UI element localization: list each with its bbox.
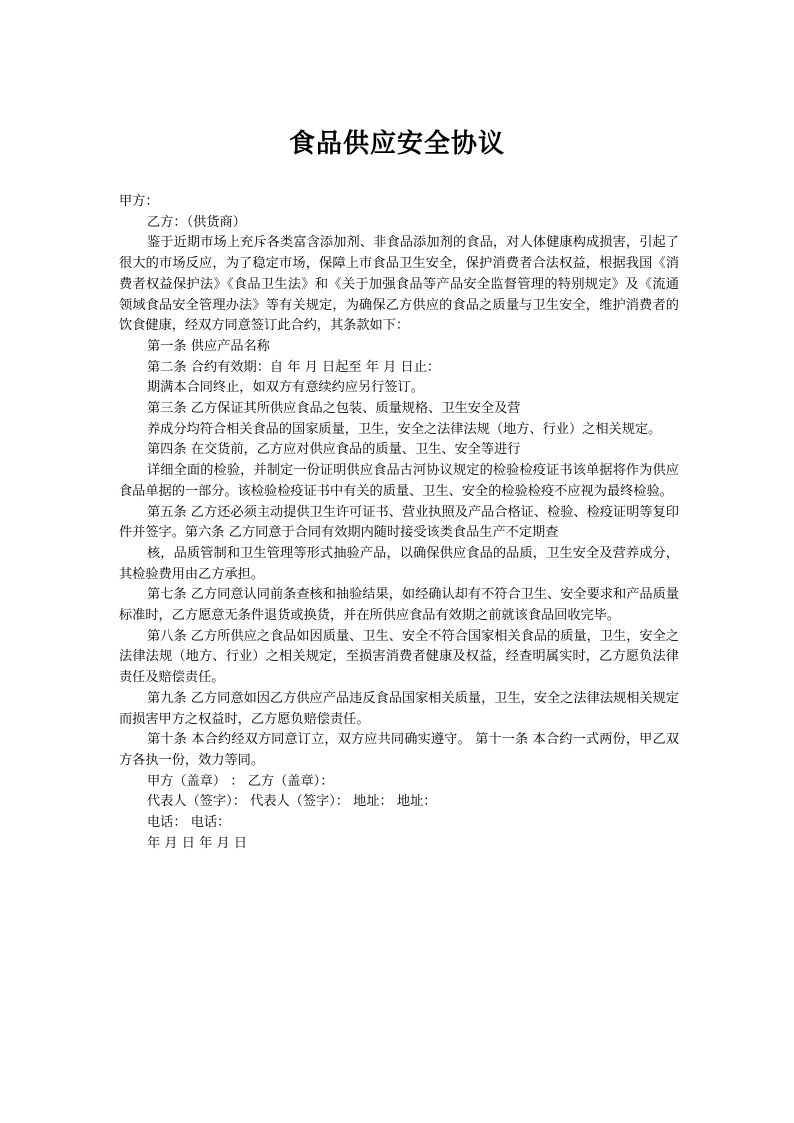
document-paragraph: 第九条 乙方同意如因乙方供应产品违反食品国家相关质量，卫生，安全之法律法规相关规定而损害甲方之权益时，乙方愿负赔偿责任。 bbox=[119, 690, 679, 727]
document-paragraph: 第八条 乙方所供应之食品如因质量、卫生、安全不符合国家相关食品的质量，卫生，安全之法律法规（地方、行业）之相关规定，至损害消费者健康及权益，经查明属实时，乙方愿负法律责任及赔偿责任。 bbox=[119, 628, 679, 686]
document-body bbox=[119, 192, 679, 855]
document-paragraph: 鉴于近期市场上充斥各类富含添加剂、非食品添加剂的食品，对人体健康构成损害，引起了很大的市场反应，为了稳定市场，保障上市食品卫生安全，保护消费者合法权益，根据我国《消费者权益保护法》《食品卫生法》和《关于加强食品等产品安全监督管理的特别规定》及《流通领域食品安全管理办法》等有关规定，为确保乙方供应的食品之质量与卫生安全，维护消费者的饮食健康，经双方同意签订此合约，其条款如下： bbox=[119, 235, 679, 334]
document-paragraph: 年 月 日 年 月 日 bbox=[147, 835, 248, 851]
document-paragraph: 第十条 本合约经双方同意订立，双方应共同确实遵守。 第十一条 本合约一式两份，甲乙双方各执一份，效力等同。 bbox=[119, 732, 679, 768]
document-paragraph: 电话： 电话： bbox=[147, 815, 231, 831]
document-paragraph: 第二条 合约有效期：自 年 月 日起至 年 月 日止： bbox=[147, 359, 441, 375]
document-paragraph: 乙方：（供货商） bbox=[147, 214, 246, 230]
document-paragraph: 第一条 供应产品名称 bbox=[147, 338, 270, 354]
document-paragraph: 核，品质管制和卫生管理等形式抽验产品，以确保供应食品的品质，卫生安全及营养成分，其检验费用由乙方承担。 bbox=[119, 545, 679, 582]
document-paragraph: 第七条 乙方同意认同前条查核和抽验结果，如经确认却有不符合卫生、安全要求和产品质量标准时，乙方愿意无条件退货或换货，并在所供应食品有效期之前就该食品回收完毕。 bbox=[119, 587, 679, 624]
document-paragraph: 详细全面的检验，并制定一份证明供应食品古河协议规定的检验检疫证书该单据将作为供应食品单据的一部分。该检验检疫证书中有关的质量、卫生、安全的检验检疫不应视为最终检验。 bbox=[119, 463, 679, 499]
document-title: 食品供应安全协议 bbox=[288, 129, 505, 159]
document-paragraph: 第五条 乙方还必须主动提供卫生许可证书、营业执照及产品合格证、检验、检疫证明等复印件并签字。第六条 乙方同意于合同有效期内随时接受该类食品生产不定期查 bbox=[119, 504, 679, 541]
document-paragraph: 第三条 乙方保证其所供应食品之包装、质量规格、卫生安全及营 bbox=[147, 401, 521, 417]
document-paragraph: 甲方（盖章） ： 乙方（盖章）： bbox=[147, 773, 334, 789]
document-paragraph: 期满本合同终止，如双方有意续约应另行签订。 bbox=[147, 380, 424, 396]
document-paragraph: 甲方： bbox=[119, 194, 159, 209]
document-paragraph: 代表人（签字）： 代表人（签字）： 地址： 地址： bbox=[147, 794, 437, 810]
document-paragraph: 第四条 在交货前，乙方应对供应食品的质量、卫生、安全等进行 bbox=[147, 442, 521, 458]
document-paragraph: 养成分均符合相关食品的国家质量，卫生，安全之法律法规（地方、行业）之相关规定。 bbox=[147, 421, 662, 437]
